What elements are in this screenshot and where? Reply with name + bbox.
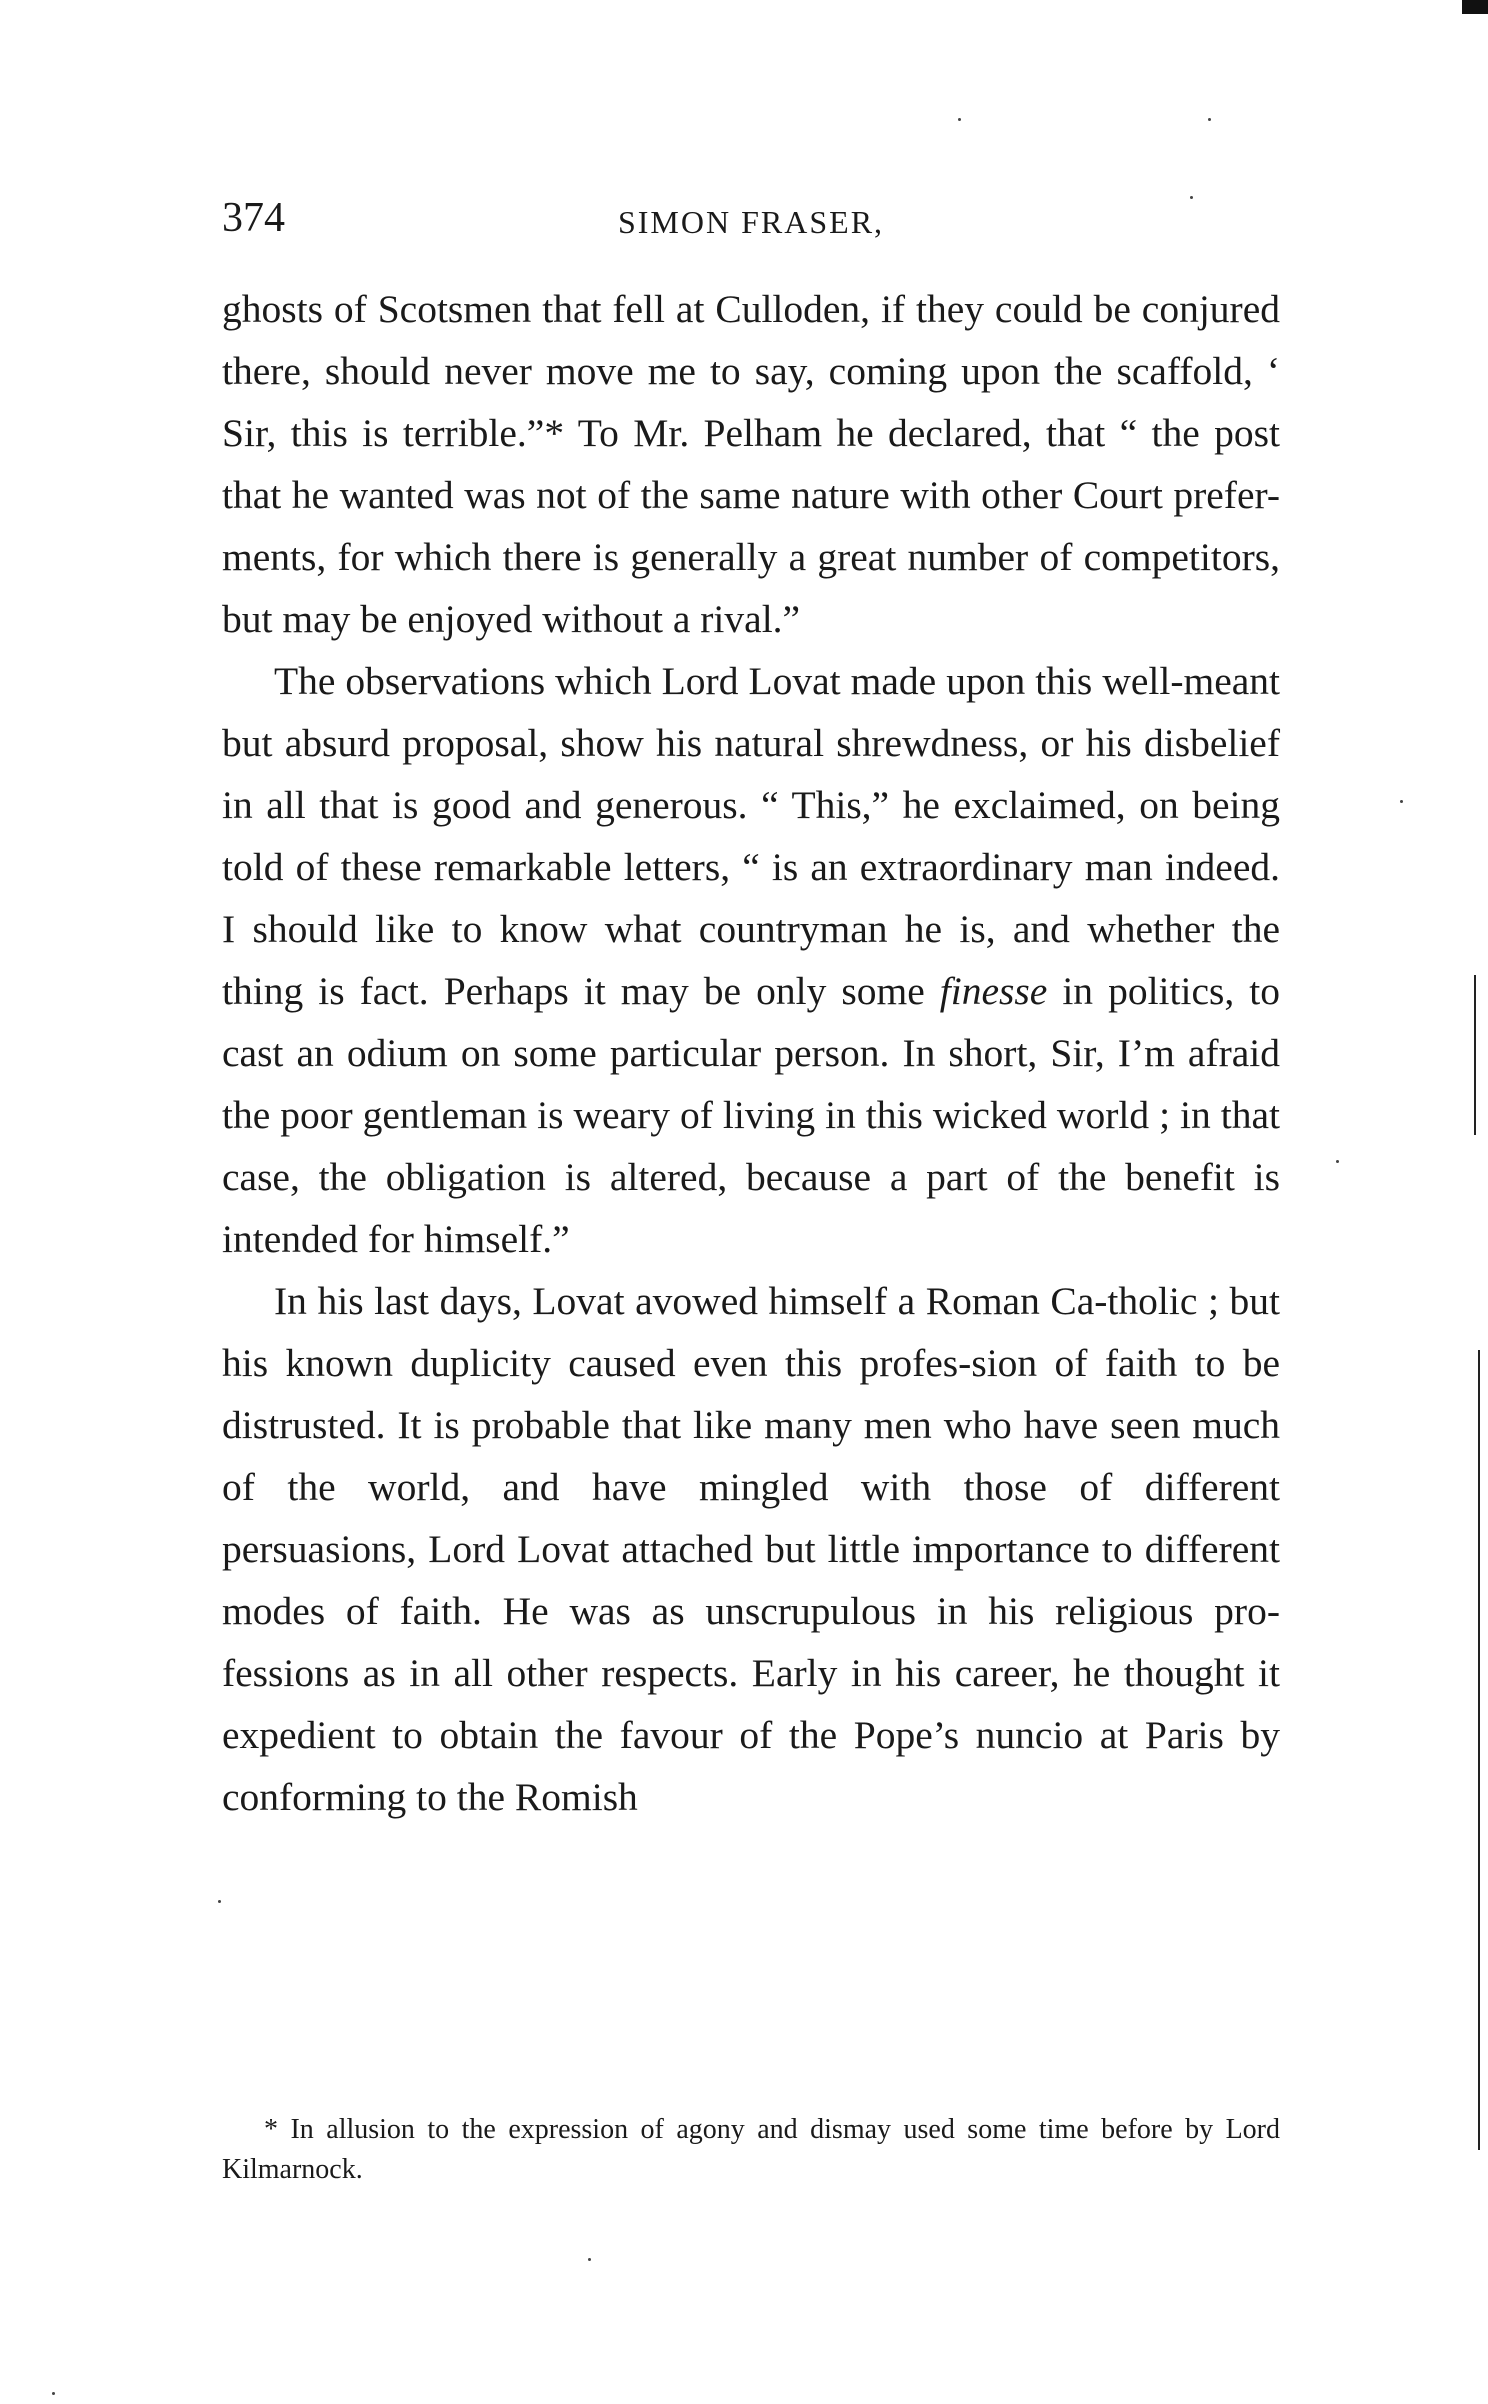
scan-speck	[958, 118, 961, 121]
scan-speck	[1208, 118, 1211, 121]
scan-corner-mark	[1462, 0, 1488, 14]
scan-edge-line	[1478, 1350, 1480, 2150]
footnote	[222, 2110, 1280, 2190]
paragraph	[222, 650, 1280, 1270]
page-number: 374	[222, 195, 285, 241]
scan-speck	[52, 2392, 55, 2395]
scan-speck	[1336, 1160, 1339, 1163]
paragraph-text: The observations which Lord Lovat made upon this well-meant but absurd proposal, show his natural shrewdness, or his disbelief in all that is good and generous. “ This,” he exclaimed, on being told of these remarkable letters, “ is an extraordinary man indeed. I should like to know what countryman he is, and whether the thing is fact. Perhaps it may be only some	[222, 659, 1280, 1013]
scan-speck	[1400, 800, 1403, 803]
paragraph	[222, 1270, 1280, 1828]
footnote-text: * In allusion to the expression of agony and dismay used some time before by Lord Kilmarnock.	[222, 2114, 1280, 2185]
running-title: SIMON FRASER,	[617, 204, 885, 240]
paragraph-continuation	[222, 278, 1280, 650]
paragraph-text: In his last days, Lovat avowed himself a Roman Ca-tholic ; but his known duplicity caused even this profes-sion of faith to be distrusted. It is probable that like many men who have seen much of the world, and have mingled with those of different persuasions, Lord Lovat attached but little importance to different modes of faith. He was as unscrupulous in his religious pro-fessions as in all other respects. Early in his career, he thought it expedient to obtain the favour of the Pope’s nuncio at Paris by conforming to the Romish	[222, 1279, 1280, 1819]
scan-speck	[218, 1900, 221, 1903]
paragraph-text: in politics, to cast an odium on some particular person. In short, Sir, I’m afraid the poor gentleman is weary of living in this wicked world ; in that case, the obligation is altered, because a part of the benefit is intended for himself.”	[222, 969, 1281, 1261]
italic-word: finesse	[939, 969, 1048, 1013]
paragraph-text: ghosts of Scotsmen that fell at Culloden, if they could be conjured there, should never move me to say, coming upon the scaffold, ‘ Sir, this is terrible.”* To Mr. Pelham he declared, that “ the post that he wanted was not of the same nature with other Court prefer-ments, for which there is generally a great number of competitors, but may be enjoyed without a rival.”	[222, 287, 1280, 641]
page-header	[222, 188, 1280, 248]
scan-speck	[588, 2258, 591, 2261]
scan-edge-line	[1474, 975, 1476, 1135]
body-text	[222, 278, 1280, 1828]
